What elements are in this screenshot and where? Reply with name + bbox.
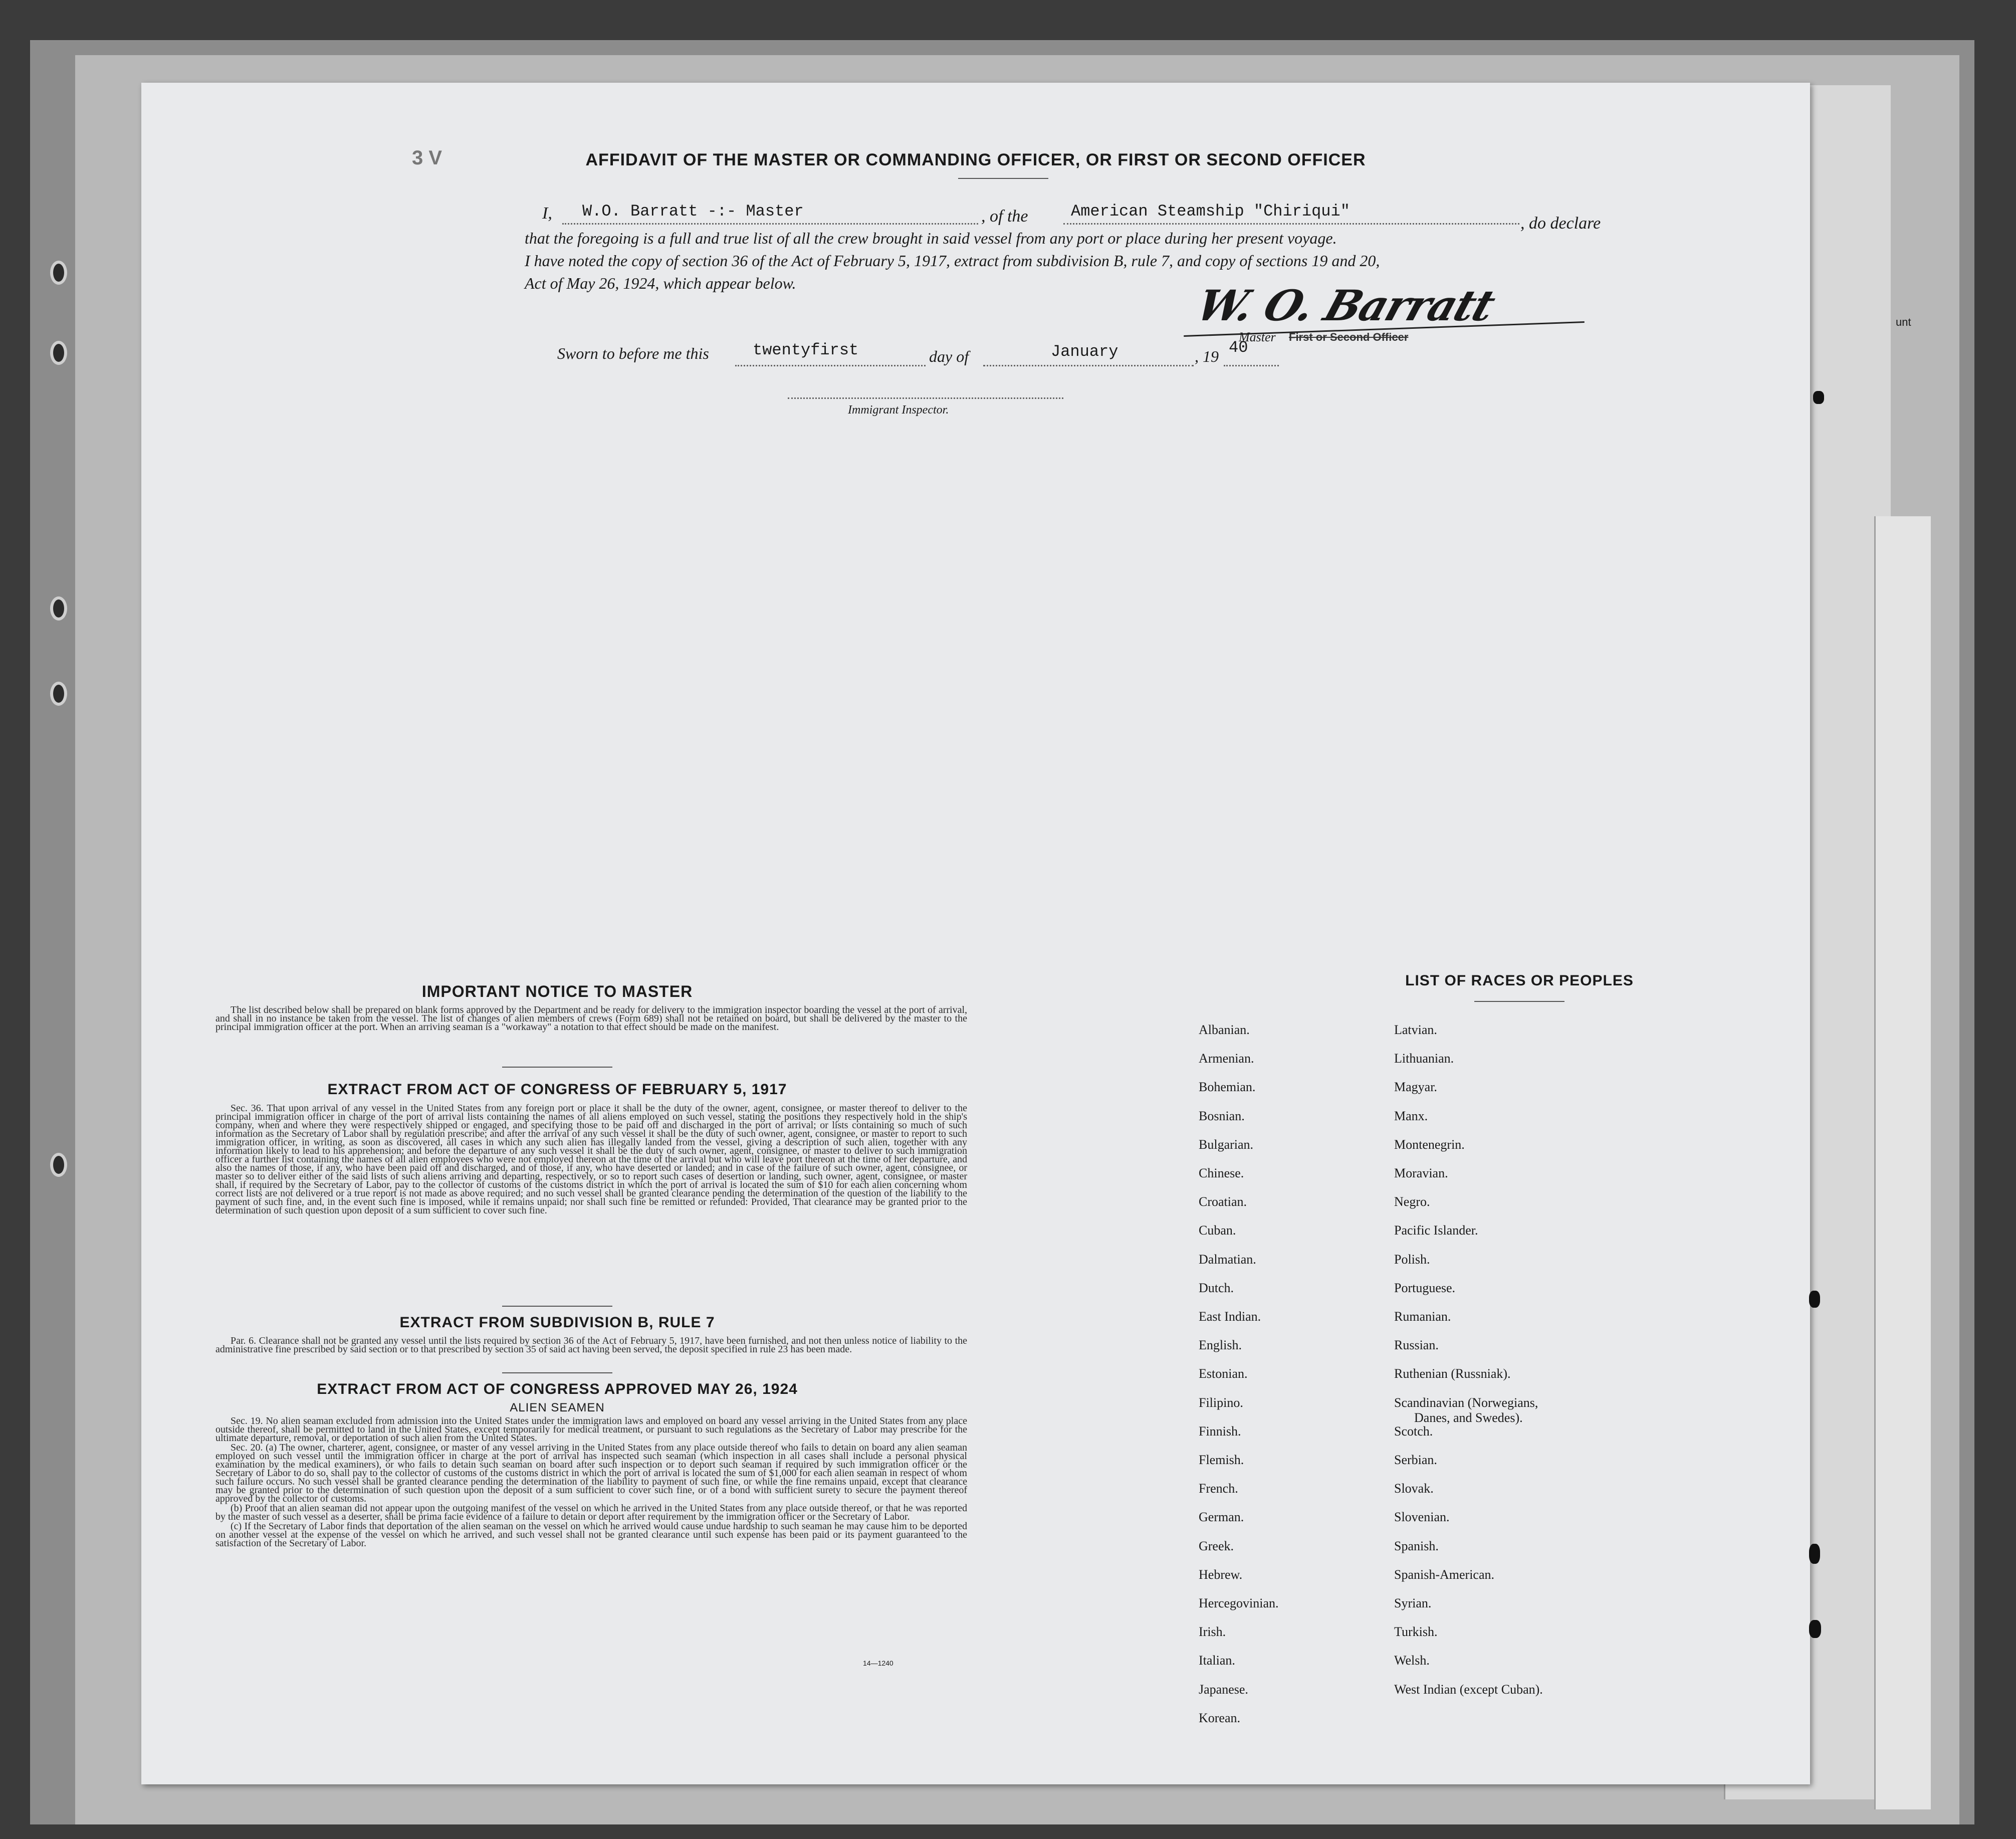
race-item-left: English. [1199,1338,1242,1353]
affidavit-line-2: that the foregoing is a full and true list of all the crew brought in said vessel from any port or place during her present voyage. [525,229,1337,247]
binder-hole [50,1153,67,1177]
race-item-right: Moravian. [1394,1166,1448,1180]
extract-1917-heading: EXTRACT FROM ACT OF CONGRESS OF FEBRUARY 5, 1917 [327,1081,787,1098]
year-suffix: 40 [1229,338,1248,357]
race-item-left: Italian. [1199,1653,1235,1668]
race-item-right: Rumanian. [1394,1309,1451,1324]
race-item-left: Albanian. [1199,1023,1250,1037]
race-item-right: Syrian. [1394,1596,1432,1610]
notice-paragraph: The list described below shall be prepared on blank forms approved by the Department and be ready for delivery to the immigration inspector boarding the vessel at the port of arrival, and shall in no instance be taken from the vessel. The list of changes of alien members of crews (Form 689) shall not be retained on board, but shall be delivered by the master to the principal immigration officer at the port. When an arriving seaman is a "workaway" a notation to that effect should be made on the manifest. [215,1004,967,1033]
name-blank [562,223,978,225]
race-item-right: Scandinavian (Norwegians, [1394,1395,1538,1410]
sworn-month: January [1051,342,1118,361]
do-declare-text: , do declare [1520,214,1601,233]
race-item-left: Hercegovinian. [1199,1596,1279,1610]
day-blank [735,365,926,366]
race-item-right: Pacific Islander. [1394,1223,1478,1238]
vessel-blank [1063,223,1519,225]
extract-1924-text [215,1417,967,1549]
race-item-right: Slovenian. [1394,1510,1450,1525]
punch-mark [1809,1620,1821,1638]
year-blank [1224,365,1279,366]
race-item-right: Manx. [1394,1108,1428,1123]
race-item-left: Japanese. [1199,1682,1248,1697]
race-item-left: Estonian. [1199,1366,1248,1381]
races-heading: LIST OF RACES OR PEOPLES [1405,972,1634,989]
underlying-sheet-edge-right [1874,316,1931,1809]
race-item-left: Flemish. [1199,1453,1244,1467]
race-item-right: Montenegrin. [1394,1137,1465,1152]
signer-overtyped: First or Second Officer [1289,331,1409,343]
par-6-paragraph: Par. 6. Clearance shall not be granted any vessel until the lists required by section 36 of the Act of February 5, 1917, have been furnished, and not then unless notice of liability to the administrative fine prescribed by said section or to that prescribed by section 35 of said act having been served, the deposit specified in rule 23 has been made. [215,1335,967,1355]
race-item-right: Danes, and Swedes). [1414,1410,1523,1425]
race-item-left: Filipino. [1199,1395,1243,1410]
name-filled: W.O. Barratt -:- Master [582,202,804,221]
races-rule [1474,1001,1564,1002]
day-of-text: day of [929,347,969,365]
race-item-left: Cuban. [1199,1223,1236,1238]
section-rule [502,1306,612,1307]
punch-mark [1813,391,1824,404]
form-number: 14—1240 [863,1659,893,1667]
affidavit-page [141,83,1810,1784]
race-item-left: Dalmatian. [1199,1252,1256,1267]
vessel-filled: American Steamship "Chiriqui" [1071,202,1350,221]
race-item-right: Latvian. [1394,1023,1437,1037]
signer-caption: Master [1239,330,1276,344]
race-item-left: Armenian. [1199,1051,1254,1066]
race-item-right: Slovak. [1394,1481,1434,1496]
race-item-right: West Indian (except Cuban). [1394,1682,1543,1697]
race-item-left: Bohemian. [1199,1080,1256,1095]
race-item-right: Spanish-American. [1394,1567,1495,1582]
race-item-left: East Indian. [1199,1309,1261,1324]
sec-20b-paragraph: (b) Proof that an alien seaman did not appear upon the outgoing manifest of the vessel on which he arrived in the United States from any place outside thereof, or that he was reported by the master of such vessel as a deserter, shall be prima facie evidence of a failure to detain or deport after requirement by the immigration officer or the Secretary of Labor. [215,1503,967,1522]
binder-hole [50,596,67,621]
binder-hole [50,341,67,365]
page-title: AFFIDAVIT OF THE MASTER OR COMMANDING OFFICER, OR FIRST OR SECOND OFFICER [585,150,1366,169]
race-item-right: Portuguese. [1394,1280,1456,1295]
rule-7-heading: EXTRACT FROM SUBDIVISION B, RULE 7 [399,1314,715,1331]
section-36-paragraph: Sec. 36. That upon arrival of any vessel in the United States from any foreign port or place it shall be the duty of the owner, agent, consignee, or master thereof to deliver to the principal immigration officer in charge of the port of arrival lists containing the names of all aliens employed on such vessel, stating the positions they respectively hold in the ship's company, when and where they were respectively shipped or engaged, and specifying those to be paid off and discharged in the port of arrival; or lists containing so much of such information as the Secretary of Labor shall by regulation prescribe; and after the arrival of any such vessel it shall be the duty of such owner, agent, consignee, or master to report to such immigration officer, in writing, as soon as discovered, all cases in which any such alien has illegally landed from the vessel, giving a description of such alien, together with any information likely to lead to his apprehension; and before the departure of any such vessel it shall be the duty of such owner, agent, consignee, or master to deliver to such immigration officer a further list containing the names of all alien employees who were not employed thereon at the time of the arrival but who will leave port thereon at the time of her departure, and also the names of those, if any, who have been paid off and discharged, and of those, if any, who have deserted or landed; and in case of the failure of such owner, agent, consignee, or master so to deliver either of the said lists of such aliens arriving and departing, respectively, or so to report such cases of desertion or landing, such owner, agent, consignee, or master shall, if required by the Secretary of Labor, pay to the collector of customs of the customs district in which the port of arrival is located the sum of $10 for each alien concerning whom correct lists are not delivered or a true report is not made as above required; and no such vessel shall be granted clearance pending the determination of the question of the liability to the payment of such fine, and, in the event such fine is imposed, while it remains unpaid; nor shall such fine be remitted or refunded: Provided, That clearance may be granted prior to the determination of such question upon deposit of a sum sufficient to cover such fine. [215,1103,967,1216]
margin-fragment: unt [1896,316,1911,328]
race-item-left: Finnish. [1199,1423,1241,1439]
race-item-right: Scotch. [1394,1423,1433,1439]
punch-mark [1809,1291,1820,1308]
year-prefix: , 19 [1195,347,1219,365]
extract-1917-text [215,1104,967,1216]
inspector-signature-line [788,397,1063,399]
race-item-left: Bosnian. [1199,1108,1245,1123]
sec-20c-paragraph: (c) If the Secretary of Labor finds that deportation of the alien seaman on the vessel on which he arrived would cause undue hardship to such seaman he may cause him to be deported on another vessel at the expense of the vessel on which he arrived, and such vessel shall not be granted clearance until such expense has been paid or its payment guaranteed to the satisfaction of the Secretary of Labor. [215,1521,967,1549]
extract-1924-heading: EXTRACT FROM ACT OF CONGRESS APPROVED MAY 26, 1924 [317,1381,798,1397]
punch-mark [1809,1544,1820,1564]
race-item-right: Lithuanian. [1394,1051,1454,1066]
sec-20a-paragraph: Sec. 20. (a) The owner, charterer, agent, consignee, or master of any vessel arriving in the United States from any place outside thereof who fails to detain on board any alien seaman employed on such vessel until the immigration officer in charge at the port of arrival has inspected such seaman (which inspection in all cases shall include a personal physical examination by the medical examiners), or who fails to detain such seaman on board after such inspection or to deport such seaman if required by such immigration officer or the Secretary of Labor to do so, shall pay to the collector of customs of the customs district in which the port of arrival is located the sum of $1,000 for each alien seaman in respect of whom such failure occurs. No such vessel shall be granted clearance pending the determination of the liability to payment of such fine, or while the fine remains unpaid, except that clearance may be granted prior to the determination of such question upon the deposit of a sum sufficient to cover such fine, or of a bond with sufficient surety to secure the payment thereof approved by the collector of customs. [215,1442,967,1504]
race-item-left: Korean. [1199,1710,1241,1725]
race-item-right: Russian. [1394,1338,1439,1353]
binder-hole [50,682,67,706]
race-item-right: Magyar. [1394,1080,1437,1095]
title-rule [958,178,1048,179]
section-rule [502,1372,612,1373]
race-item-left: Hebrew. [1199,1567,1243,1582]
affidavit-line-4: Act of May 26, 1924, which appear below. [525,274,796,292]
race-item-left: Chinese. [1199,1166,1244,1180]
race-item-left: Bulgarian. [1199,1137,1254,1152]
race-item-left: German. [1199,1510,1244,1525]
corner-mark: 3 V [412,147,442,169]
race-item-right: Polish. [1394,1252,1430,1267]
sec-19-paragraph: Sec. 19. No alien seaman excluded from admission into the United States under the immigration laws and employed on board any vessel arriving in the United States from any place outside thereof, shall be permitted to land in the United States, except temporarily for medical treatment, or pursuant to such regulations as the Secretary of Labor may prescribe for the ultimate departure, removal, or deportation of such alien from the United States. [215,1415,967,1444]
affidavit-prefix: I, [542,204,552,223]
affidavit-line-3: I have noted the copy of section 36 of the Act of February 5, 1917, extract from subdivision B, rule 7, and copy of sections 19 and 20, [525,252,1380,270]
race-item-right: Spanish. [1394,1538,1439,1553]
master-signature: W. O. Barratt [1190,281,1501,330]
binder-hole [50,261,67,285]
notice-heading: IMPORTANT NOTICE TO MASTER [421,982,693,1000]
notice-text [215,1006,967,1033]
section-rule [502,1067,612,1068]
race-item-left: French. [1199,1481,1238,1496]
race-item-right: Turkish. [1394,1624,1438,1640]
race-item-left: Dutch. [1199,1280,1234,1295]
race-item-left: Greek. [1199,1538,1234,1553]
race-item-right: Ruthenian (Russniak). [1394,1366,1511,1381]
race-item-left: Croatian. [1199,1194,1247,1209]
race-item-right: Negro. [1394,1194,1430,1209]
race-item-left: Irish. [1199,1624,1226,1640]
race-item-right: Serbian. [1394,1453,1437,1467]
inspector-caption: Immigrant Inspector. [848,403,949,417]
race-item-right: Welsh. [1394,1653,1430,1668]
sworn-day: twentyfirst [753,341,859,359]
month-blank [983,365,1194,366]
sworn-prefix: Sworn to before me this [557,344,709,362]
alien-seamen-subheading: ALIEN SEAMEN [510,1401,605,1414]
of-the-text: , of the [981,207,1028,226]
rule-7-text [215,1337,967,1355]
